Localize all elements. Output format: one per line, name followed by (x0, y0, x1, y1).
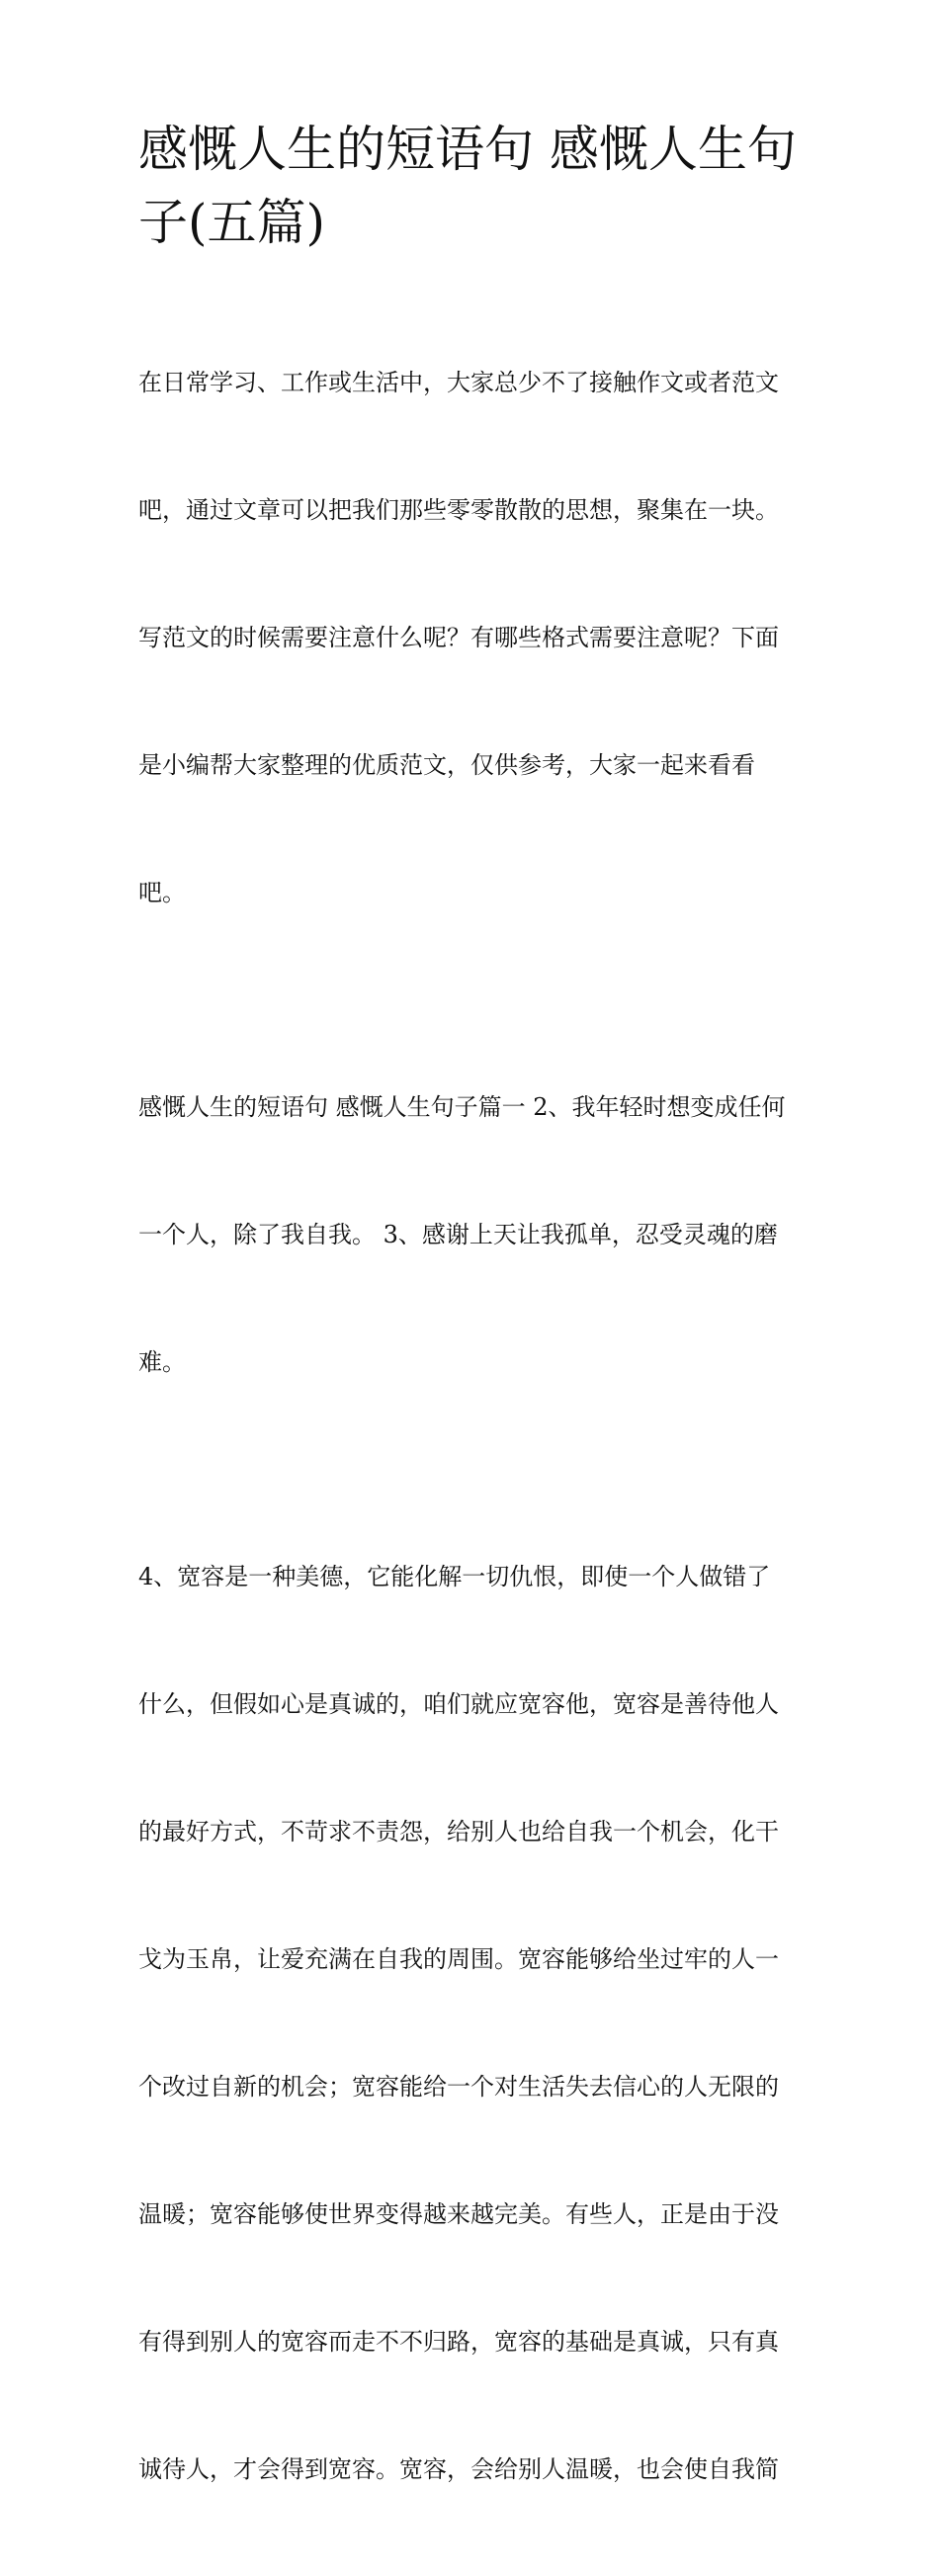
document-body (138, 277, 811, 2576)
text-line: 一个人，除了我自我。 3、感谢上天让我孤单，忍受灵魂的磨 (138, 1221, 778, 1248)
text-line: 有得到别人的宽容而走不不归路，宽容的基础是真诚，只有真 (138, 2328, 779, 2356)
text-line: 戈为玉帛，让爱充满在自我的周围。宽容能够给坐过牢的人一 (138, 1945, 779, 1973)
text-line: 什么，但假如心是真诚的，咱们就应宽容他，宽容是善待他人 (138, 1690, 779, 1718)
text-line: 在日常学习、工作或生活中，大家总少不了接触作文或者范文 (138, 369, 779, 396)
paragraph-intro (138, 277, 811, 999)
title-line-2: 子(五篇) (138, 194, 326, 251)
text-line: 个改过自新的机会；宽容能给一个对生活失去信心的人无限的 (138, 2073, 779, 2101)
paragraph-tolerance (138, 1471, 811, 2576)
text-line: 吧，通过文章可以把我们那些零零散散的思想，聚集在一块。 (138, 496, 779, 524)
text-line: 难。 (138, 1348, 186, 1376)
text-line: 诚待人，才会得到宽容。宽容，会给别人温暖，也会使自我简 (138, 2455, 779, 2483)
text-line: 温暖；宽容能够使世界变得越来越完美。有些人，正是由于没 (138, 2200, 779, 2228)
document-title (138, 113, 811, 259)
text-line: 的最好方式，不苛求不责怨，给别人也给自我一个机会，化干 (138, 1818, 779, 1846)
text-line: 是小编帮大家整理的优质范文，仅供参考，大家一起来看看 (138, 751, 755, 779)
text-line: 感慨人生的短语句 感慨人生句子篇一 2、我年轻时想变成任何 (138, 1093, 786, 1121)
title-line-1: 感慨人生的短语句 感慨人生句 (138, 121, 797, 178)
text-line: 4、宽容是一种美德，它能化解一切仇恨，即使一个人做错了 (138, 1563, 771, 1590)
text-line: 吧。 (138, 879, 186, 906)
text-line: 写范文的时候需要注意什么呢？有哪些格式需要注意呢？下面 (138, 624, 779, 651)
paragraph-section-one (138, 1001, 811, 1469)
